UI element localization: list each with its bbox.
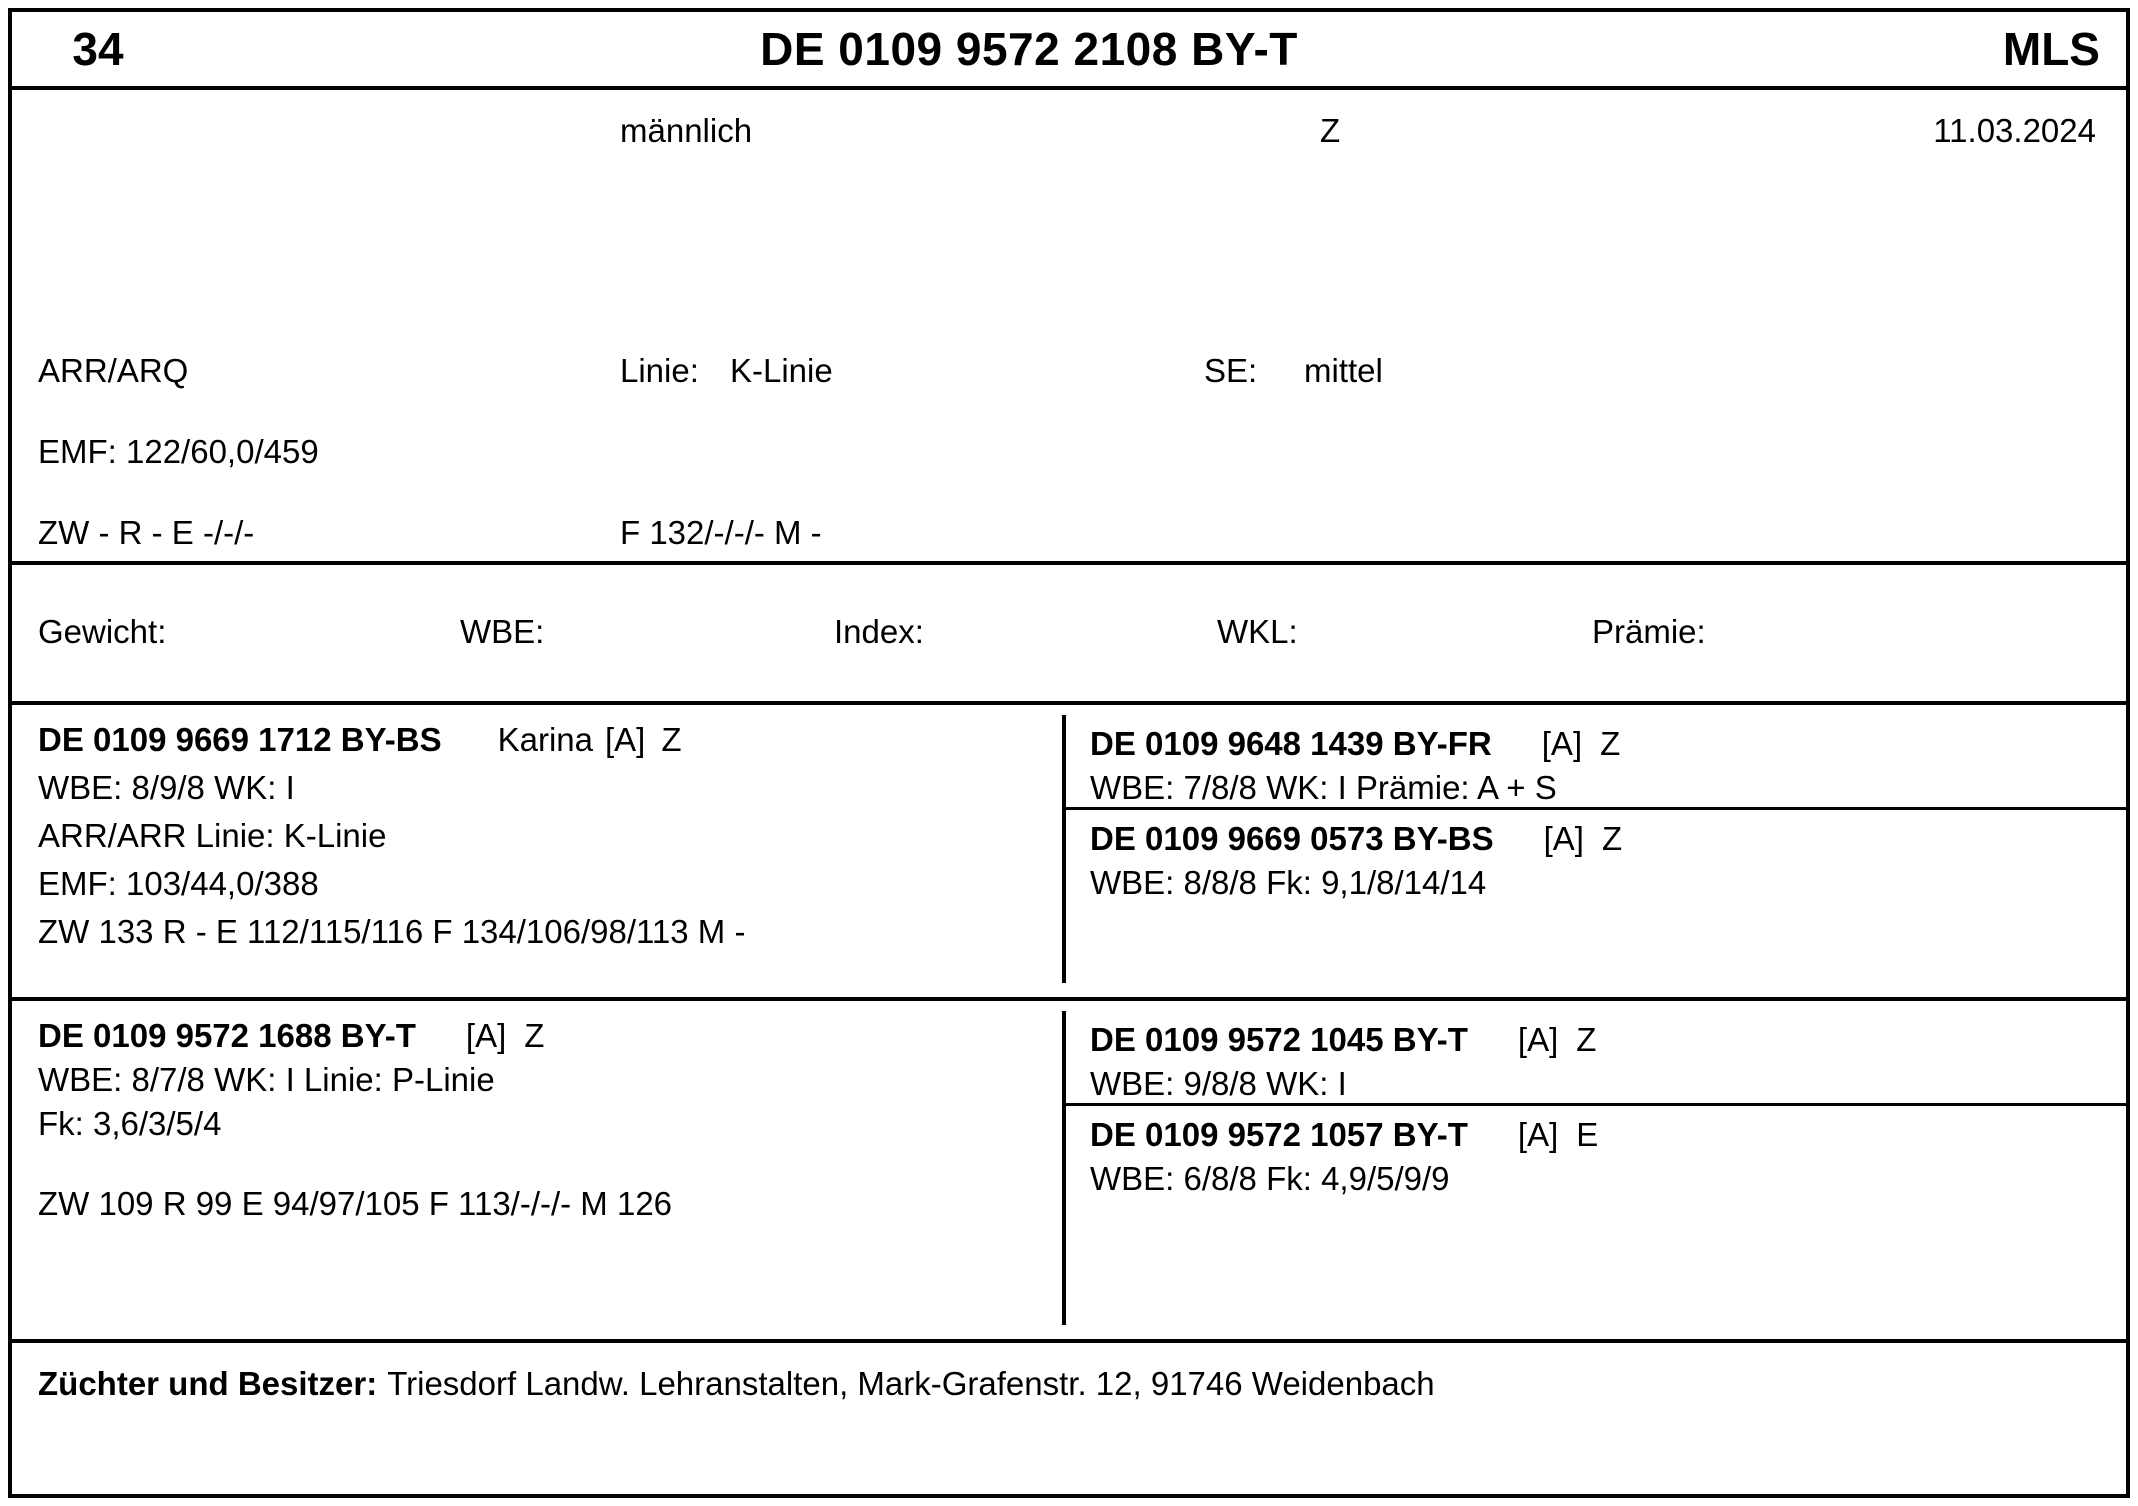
wkl-label: WKL: <box>1217 613 1298 650</box>
sire-line-3: EMF: 103/44,0/388 <box>38 865 319 902</box>
dam-sire-code: Z <box>1576 1021 1597 1058</box>
dam-block <box>12 1001 1062 1339</box>
dam-id: DE 0109 9572 1688 BY-T <box>38 1017 416 1054</box>
linie-value: K-Linie <box>730 352 833 389</box>
dam-parents-column <box>1062 1011 2126 1325</box>
animal-info-block <box>12 90 2126 565</box>
sire-dam-id: DE 0109 9669 0573 BY-BS <box>1090 820 1494 857</box>
sire-heading <box>38 721 1062 759</box>
sire-sire-id: DE 0109 9648 1439 BY-FR <box>1090 725 1492 762</box>
sire-code: Z <box>661 721 682 758</box>
sire-dam-code: Z <box>1601 820 1623 857</box>
sire-sire-heading <box>1090 725 2126 763</box>
dam-line-1: WBE: 8/7/8 WK: I Linie: P-Linie <box>38 1061 495 1098</box>
dam-tag: [A] <box>465 1017 507 1054</box>
dam-sire-block <box>1066 1011 2126 1106</box>
sire-id: DE 0109 9669 1712 BY-BS <box>38 721 442 758</box>
dam-dam-id: DE 0109 9572 1057 BY-T <box>1090 1116 1468 1153</box>
sire-line-1: WBE: 8/9/8 WK: I <box>38 769 295 806</box>
sire-dam-heading <box>1090 820 2126 858</box>
sire-sire-line: WBE: 7/8/8 WK: I Prämie: A + S <box>1090 769 1557 806</box>
se-label: SE: <box>1204 352 1258 389</box>
dam-dam-code: E <box>1576 1116 1599 1153</box>
dam-heading <box>38 1017 1062 1055</box>
praemie-label: Prämie: <box>1592 613 1706 650</box>
catalog-number: 34 <box>72 23 124 75</box>
se-value: mittel <box>1304 352 1383 389</box>
dam-dam-tag: [A] <box>1517 1116 1559 1153</box>
sire-dam-block <box>1066 810 2126 983</box>
z-code-value: Z <box>1320 112 1341 149</box>
pedigree-sire-section <box>12 705 2126 1001</box>
breeder-owner-value: Triesdorf Landw. Lehranstalten, Mark-Grafenstr. 12, 91746 Weidenbach <box>387 1365 1435 1402</box>
sire-sire-tag: [A] <box>1541 725 1583 762</box>
wbe-label: WBE: <box>460 613 545 650</box>
measurements-row <box>12 565 2126 705</box>
dam-sire-tag: [A] <box>1517 1021 1559 1058</box>
dam-sire-line: WBE: 9/8/8 WK: I <box>1090 1065 1347 1102</box>
sire-sire-code: Z <box>1600 725 1621 762</box>
arr-arq-value: ARR/ARQ <box>38 352 189 389</box>
sire-name: Karina <box>497 721 593 758</box>
pedigree-dam-section <box>12 1001 2126 1343</box>
emf-value: EMF: 122/60,0/459 <box>38 433 319 470</box>
organization-code: MLS <box>2002 23 2100 75</box>
f-m-value: F 132/-/-/- M - <box>620 514 822 551</box>
breeder-owner-row <box>12 1343 2126 1494</box>
animal-id-title: DE 0109 9572 2108 BY-T <box>760 23 1298 75</box>
dam-dam-block <box>1066 1106 2126 1325</box>
breeder-owner-label: Züchter und Besitzer: <box>38 1365 378 1402</box>
card-header <box>12 12 2126 90</box>
index-label: Index: <box>834 613 924 650</box>
dam-sire-heading <box>1090 1021 2126 1059</box>
linie-label: Linie: <box>620 352 699 389</box>
sire-tag: [A] <box>605 721 646 758</box>
dam-line-3: ZW 109 R 99 E 94/97/105 F 113/-/-/- M 126 <box>38 1185 673 1222</box>
sire-dam-tag: [A] <box>1543 820 1584 857</box>
dam-line-2: Fk: 3,6/3/5/4 <box>38 1105 222 1142</box>
zw-value: ZW - R - E -/-/- <box>38 514 255 551</box>
sex-value: männlich <box>620 112 753 149</box>
sire-dam-line: WBE: 8/8/8 Fk: 9,1/8/14/14 <box>1090 864 1487 901</box>
sire-parents-column <box>1062 715 2126 983</box>
sire-sire-block <box>1066 715 2126 810</box>
sire-block <box>12 705 1062 997</box>
sire-line-2: ARR/ARR Linie: K-Linie <box>38 817 387 854</box>
dam-code: Z <box>524 1017 545 1054</box>
birth-date: 11.03.2024 <box>1933 112 2096 149</box>
pedigree-card <box>8 8 2130 1498</box>
sire-line-4: ZW 133 R - E 112/115/116 F 134/106/98/113 M - <box>38 913 746 950</box>
dam-dam-line: WBE: 6/8/8 Fk: 4,9/5/9/9 <box>1090 1160 1450 1197</box>
dam-sire-id: DE 0109 9572 1045 BY-T <box>1090 1021 1468 1058</box>
gewicht-label: Gewicht: <box>38 613 167 650</box>
dam-dam-heading <box>1090 1116 2126 1154</box>
